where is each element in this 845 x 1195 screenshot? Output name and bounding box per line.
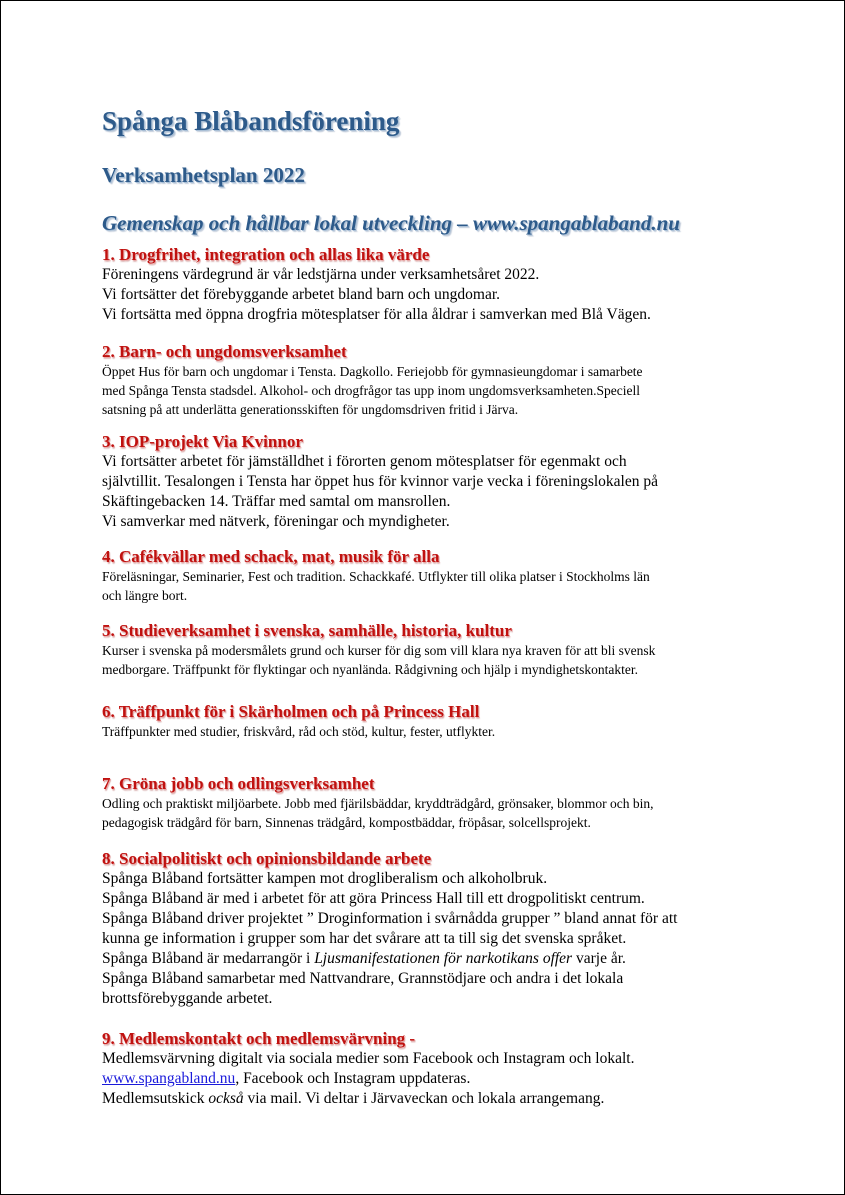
- website-link[interactable]: www.spangabland.nu: [102, 1070, 236, 1087]
- section-line: [102, 1069, 802, 1089]
- section-line: Spånga Blåband samarbetar med Nattvandrare, Grannstödjare och andra i det lokala: [102, 970, 624, 987]
- section-heading: 1. Drogfrihet, integration och allas lika värde: [102, 245, 430, 264]
- section-line: Vi fortsätter arbetet för jämställdhet i förorten genom mötesplatser för egenmakt och: [102, 453, 627, 470]
- section-line: Kurser i svenska på modersmålets grund och kurser för dig som vill klara nya kraven för att bli svensk: [102, 643, 656, 658]
- section-6: [102, 702, 802, 741]
- section-line: självtillit. Tesalongen i Tensta har öppet hus för kvinnor varje vecka i föreningslokalen på: [102, 473, 658, 490]
- section-line: Vi fortsätter det förebyggande arbetet bland barn och ungdomar.: [102, 286, 501, 303]
- section-2: [102, 342, 802, 419]
- section-line-text: Spånga Blåband är medarrangör i: [102, 950, 315, 967]
- section-4: [102, 547, 802, 605]
- document-title: Spånga Blåbandsförening: [102, 106, 400, 136]
- section-line: Spånga Blåband är med i arbetet för att göra Princess Hall till ett drogpolitiskt centrum.: [102, 890, 645, 907]
- section-heading: 7. Gröna jobb och odlingsverksamhet: [102, 774, 375, 793]
- document-content: [102, 105, 802, 1107]
- section-line: kunna ge information i grupper som har det svårare att ta till sig det svenska språket.: [102, 930, 627, 947]
- section-line: pedagogisk trädgård för barn, Sinnenas trädgård, kompostbäddar, fröpåsar, solcellsprojekt.: [102, 815, 591, 830]
- section-heading: 2. Barn- och ungdomsverksamhet: [102, 342, 347, 361]
- section-line: Spånga Blåband fortsätter kampen mot drogliberalism och alkoholbruk.: [102, 870, 548, 887]
- section-heading: 3. IOP-projekt Via Kvinnor: [102, 432, 303, 451]
- section-9: [102, 1029, 802, 1109]
- section-5: [102, 621, 802, 679]
- section-heading: 8. Socialpolitiskt och opinionsbildande arbete: [102, 849, 432, 868]
- section-line: Föreläsningar, Seminarier, Fest och tradition. Schackkafé. Utflykter till olika platser i Stockholms län: [102, 569, 650, 584]
- section-line-text: via mail. Vi deltar i Järvaveckan och lokala arrangemang.: [243, 1090, 605, 1107]
- section-7: [102, 774, 802, 832]
- section-line: Öppet Hus för barn och ungdomar i Tensta. Dagkollo. Feriejobb för gymnasieungdomar i samarbete: [102, 364, 643, 379]
- section-line: satsning på att underlätta generationsskiften för ungdomsdriven fritid i Järva.: [102, 402, 519, 417]
- section-line-text: , Facebook och Instagram uppdateras.: [235, 1070, 471, 1087]
- section-line: Vi fortsätta med öppna drogfria mötesplatser för alla åldrar i samverkan med Blå Vägen.: [102, 306, 651, 323]
- document-subtitle: Verksamhetsplan 2022: [102, 163, 305, 187]
- section-line: Föreningens värdegrund är vår ledstjärna under verksamhetsåret 2022.: [102, 266, 540, 283]
- section-3: [102, 432, 802, 532]
- section-heading: 4. Cafékvällar med schack, mat, musik för alla: [102, 547, 440, 566]
- section-heading: 9. Medlemskontakt och medlemsvärvning -: [102, 1029, 416, 1048]
- section-line-text: Medlemsutskick: [102, 1090, 209, 1107]
- section-1: [102, 245, 802, 325]
- section-line: Medlemsvärvning digitalt via sociala medier som Facebook och Instagram och lokalt.: [102, 1050, 635, 1067]
- section-heading: 6. Träffpunkt för i Skärholmen och på Princess Hall: [102, 702, 480, 721]
- section-line: Skäftingebacken 14. Träffar med samtal om mansrollen.: [102, 493, 451, 510]
- section-heading: 5. Studieverksamhet i svenska, samhälle, historia, kultur: [102, 621, 512, 640]
- section-line: brottsförebyggande arbetet.: [102, 990, 273, 1007]
- section-line: Spånga Blåband driver projektet ” Droginformation i svårnådda grupper ” bland annat för att: [102, 910, 678, 927]
- event-name: Ljusmanifestationen för narkotikans offer: [314, 950, 573, 967]
- document-tagline: Gemenskap och hållbar lokal utveckling – www.spangablaband.nu: [102, 211, 680, 235]
- section-line-text: varje år.: [572, 950, 626, 967]
- section-line: [102, 1089, 802, 1109]
- section-line: medborgare. Träffpunkt för flyktingar och nyanlända. Rådgivning och hjälp i myndighetskontakter.: [102, 662, 639, 677]
- section-8: [102, 849, 802, 1009]
- section-line: [102, 949, 802, 969]
- section-line: och längre bort.: [102, 588, 188, 603]
- section-line: med Spånga Tensta stadsdel. Alkohol- och drogfrågor tas upp inom ungdomsverksamheten.Speciell: [102, 383, 640, 398]
- emphasis-word: också: [208, 1090, 244, 1107]
- section-line: Vi samverkar med nätverk, föreningar och myndigheter.: [102, 513, 450, 530]
- section-line: Träffpunkter med studier, friskvård, råd och stöd, kultur, fester, utflykter.: [102, 724, 496, 739]
- section-line: Odling och praktiskt miljöarbete. Jobb med fjärilsbäddar, kryddträdgård, grönsaker, blommor och bin,: [102, 796, 654, 811]
